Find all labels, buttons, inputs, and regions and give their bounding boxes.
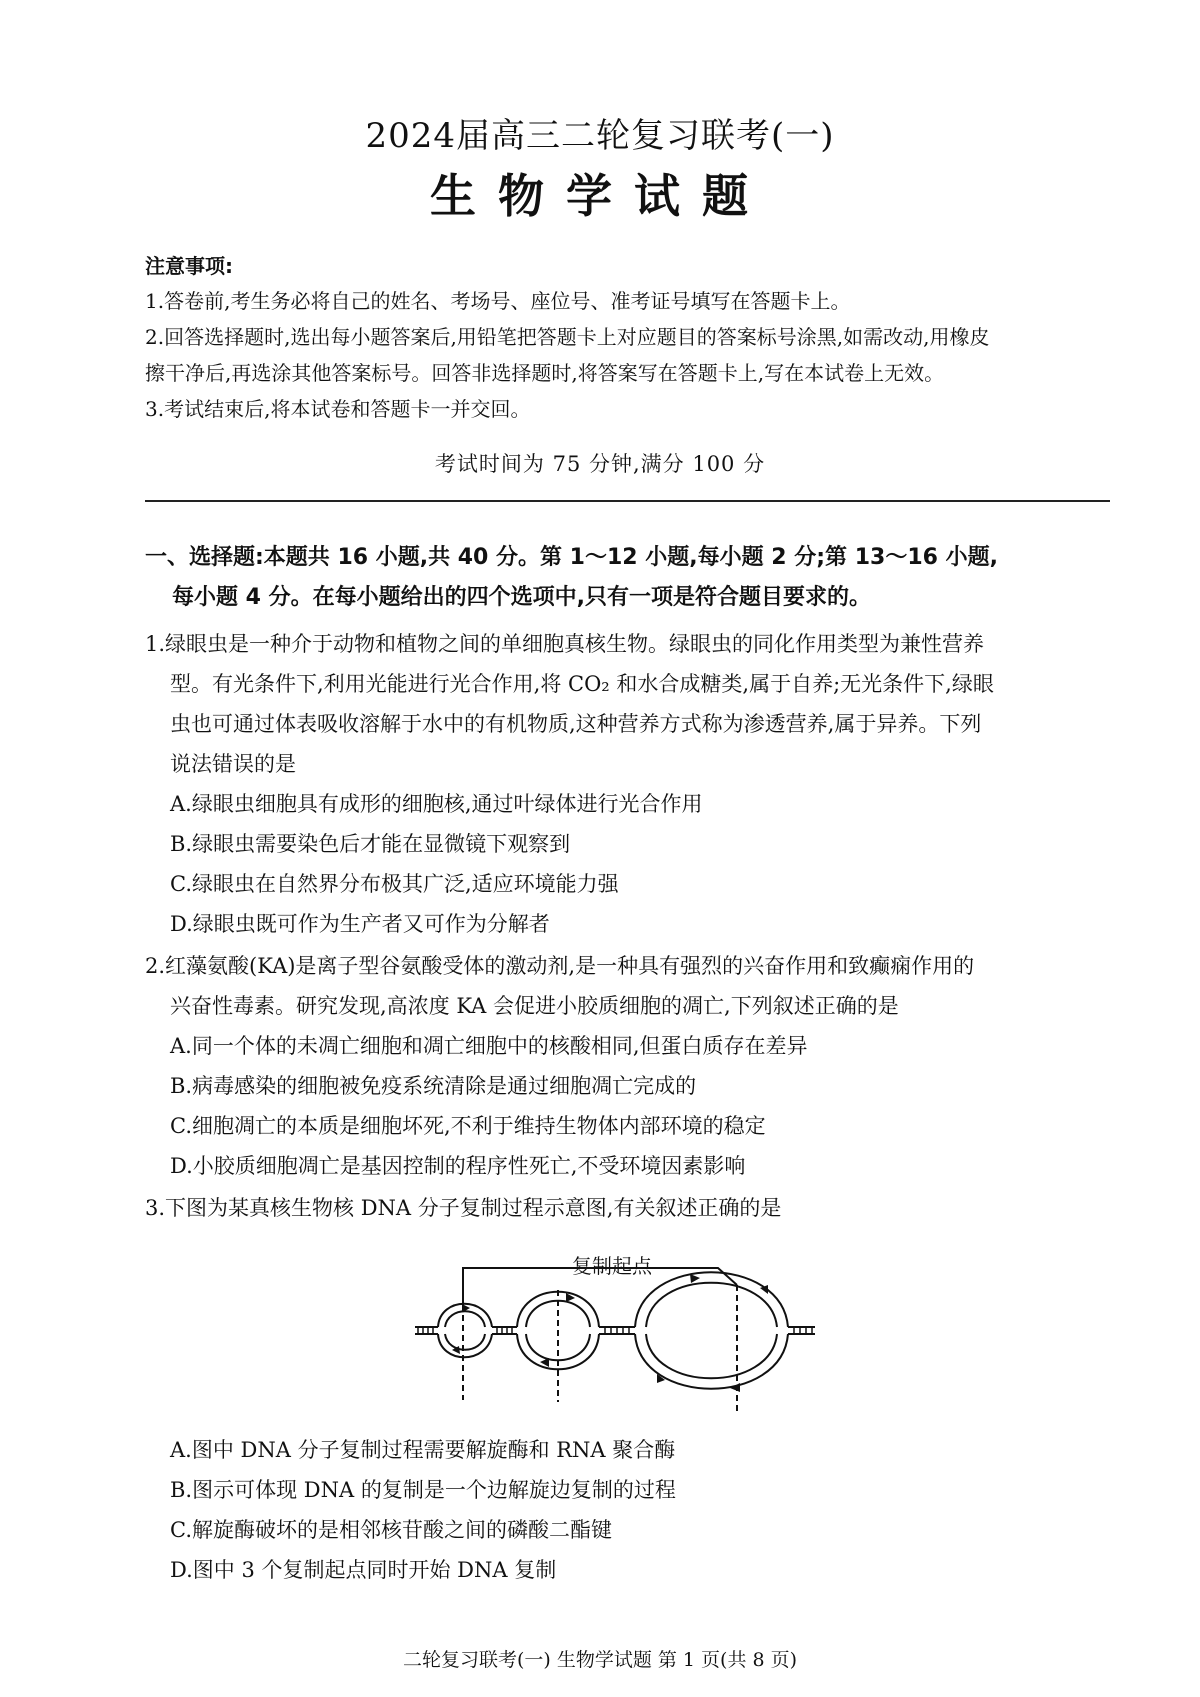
note-item: 3.考试结束后,将本试卷和答题卡一并交回。	[145, 397, 531, 421]
arrow-icon	[690, 1274, 700, 1283]
question-1-option-c: C.绿眼虫在自然界分布极其广泛,适应环境能力强	[170, 872, 619, 896]
section-heading-cont: 每小题 4 分。在每小题给出的四个选项中,只有一项是符合题目要求的。	[172, 585, 871, 610]
origin-pointer-3	[658, 1268, 737, 1285]
arrow-icon	[730, 1383, 740, 1392]
exam-time: 考试时间为 75 分钟,满分 100 分	[434, 452, 766, 476]
question-1-line: 型。有光条件下,利用光能进行光合作用,将 CO₂ 和水合成糖类,属于自养;无光条件下,绿眼	[170, 672, 994, 696]
note-item: 擦干净后,再选涂其他答案标号。回答非选择题时,将答案写在答题卡上,写在本试卷上无效。	[145, 361, 945, 385]
subject-title: 生物学试题	[430, 169, 770, 223]
question-1-option-d: D.绿眼虫既可作为生产者又可作为分解者	[170, 912, 550, 936]
note-item: 2.回答选择题时,选出每小题答案后,用铅笔把答题卡上对应题目的答案标号涂黑,如需改动,用橡皮	[145, 325, 990, 349]
question-3-option-b: B.图示可体现 DNA 的复制是一个边解旋边复制的过程	[170, 1478, 676, 1502]
question-2-line: 兴奋性毒素。研究发现,高浓度 KA 会促进小胶质细胞的凋亡,下列叙述正确的是	[170, 994, 899, 1018]
page-footer: 二轮复习联考(一) 生物学试题 第 1 页(共 8 页)	[402, 1649, 798, 1671]
origin-pointer-1	[463, 1268, 570, 1305]
question-1-line: 1.绿眼虫是一种介于动物和植物之间的单细胞真核生物。绿眼虫的同化作用类型为兼性营养	[145, 632, 985, 656]
question-2-option-c: C.细胞凋亡的本质是细胞坏死,不利于维持生物体内部环境的稳定	[170, 1114, 766, 1138]
divider	[145, 500, 1110, 502]
question-3-option-d: D.图中 3 个复制起点同时开始 DNA 复制	[170, 1558, 557, 1582]
question-2-option-b: B.病毒感染的细胞被免疫系统清除是通过细胞凋亡完成的	[170, 1074, 697, 1098]
question-2-line: 2.红藻氨酸(KA)是离子型谷氨酸受体的激动剂,是一种具有强烈的兴奋作用和致癫痫作用的	[145, 954, 975, 978]
dna-replication-diagram	[400, 1230, 860, 1420]
replication-bubble-3-top	[635, 1272, 788, 1327]
question-1-option-b: B.绿眼虫需要染色后才能在显微镜下观察到	[170, 832, 571, 856]
note-item: 1.答卷前,考生务必将自己的姓名、考场号、座位号、准考证号填写在答题卡上。	[145, 289, 851, 313]
question-3-option-c: C.解旋酶破坏的是相邻核苷酸之间的磷酸二酯键	[170, 1518, 612, 1542]
question-2-option-a: A.同一个体的未凋亡细胞和凋亡细胞中的核酸相同,但蛋白质存在差异	[170, 1034, 808, 1058]
question-1-line: 说法错误的是	[170, 752, 296, 776]
question-1-line: 虫也可通过体表吸收溶解于水中的有机物质,这种营养方式称为渗透营养,属于异养。下列	[170, 712, 982, 736]
question-3-option-a: A.图中 DNA 分子复制过程需要解旋酶和 RNA 聚合酶	[170, 1438, 676, 1462]
section-heading: 一、选择题:本题共 16 小题,共 40 分。第 1～12 小题,每小题 2 分;第 13～16 小题,	[145, 545, 998, 570]
notes-heading: 注意事项:	[145, 254, 233, 278]
exam-title: 2024届高三二轮复习联考(一)	[365, 116, 835, 156]
question-3-stem: 3.下图为某真核生物核 DNA 分子复制过程示意图,有关叙述正确的是	[145, 1196, 782, 1220]
question-1-option-a: A.绿眼虫细胞具有成形的细胞核,通过叶绿体进行光合作用	[170, 792, 703, 816]
question-2-option-d: D.小胶质细胞凋亡是基因控制的程序性死亡,不受环境因素影响	[170, 1154, 746, 1178]
figure-label-origin: 复制起点	[572, 1254, 652, 1278]
